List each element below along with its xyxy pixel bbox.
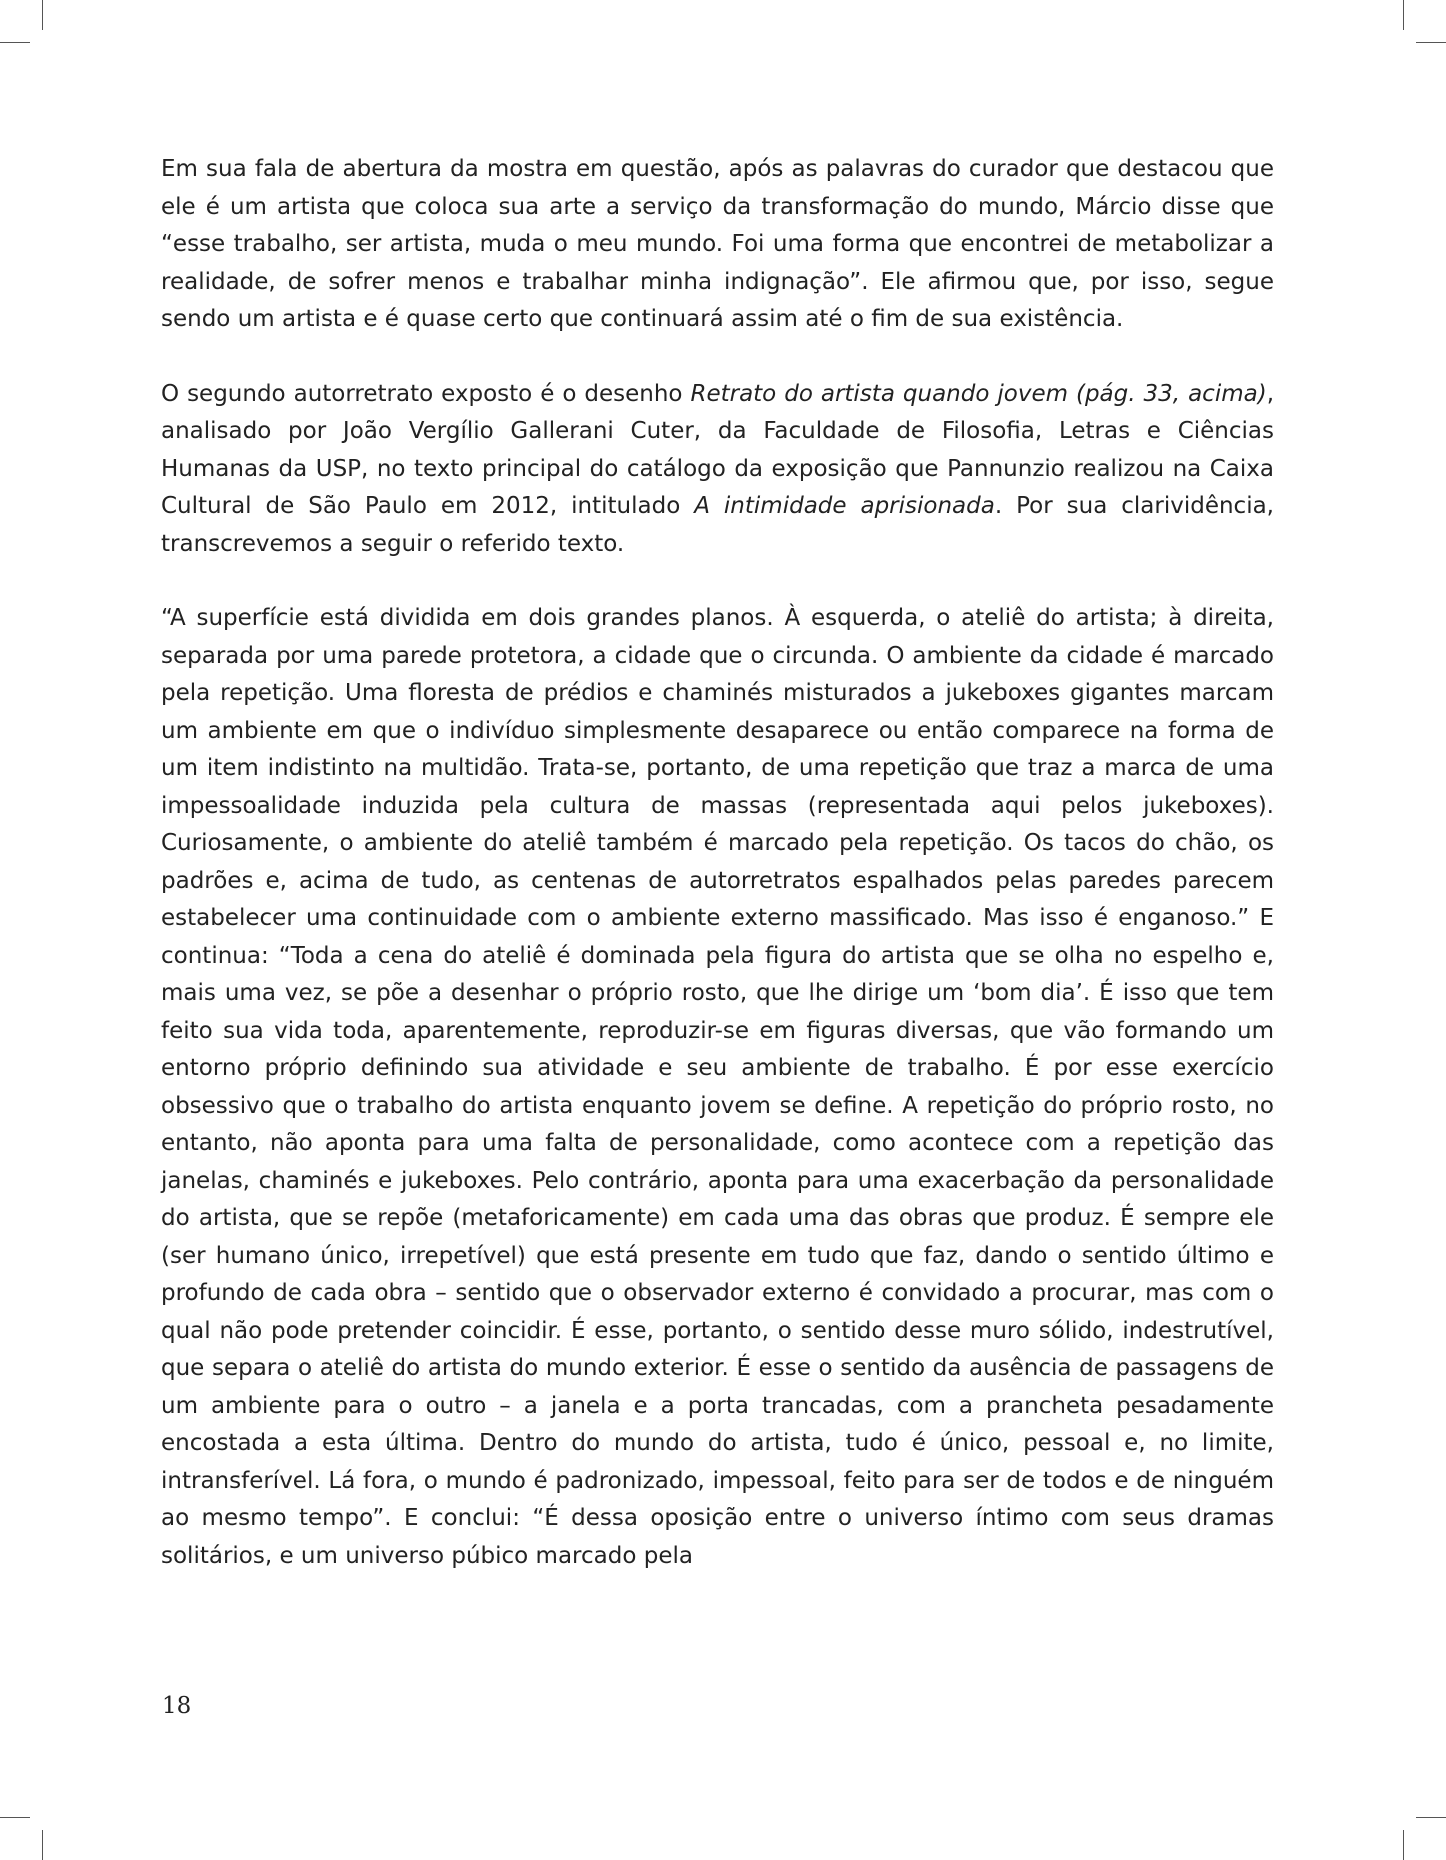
crop-mark-top-left-vertical bbox=[42, 0, 43, 30]
body-text bbox=[161, 151, 1274, 1575]
crop-mark-bottom-right-vertical bbox=[1403, 1830, 1404, 1860]
crop-mark-top-right-vertical bbox=[1403, 0, 1404, 30]
paragraph-text: . Por sua clarividência, transcrevemos a seguir o referido texto. bbox=[161, 493, 1274, 557]
crop-mark-bottom-right-horizontal bbox=[1416, 1817, 1446, 1818]
paragraph-text: O segundo autorretrato exposto é o desenho bbox=[161, 380, 691, 407]
paragraph bbox=[161, 600, 1274, 1575]
paragraph-text: Em sua fala de abertura da mostra em questão, após as palavras do curador que destacou que ele é um artista que coloca sua arte a serviço da transformação do mundo, Márcio disse que “esse trabalho, ser artista, muda o meu mundo. Foi uma forma que encontrei de metabolizar a realidade, de sofrer menos e trabalhar minha indignação”. Ele afirmou que, por isso, segue sendo um artista e é quase certo que continuará assim até o fim de sua existência. bbox=[161, 156, 1274, 332]
paragraph bbox=[161, 151, 1274, 339]
italic-title-text: Retrato do artista quando jovem (pág. 33, acima) bbox=[690, 380, 1267, 407]
paragraph-text: , analisado por João Vergílio Gallerani Cuter, da Faculdade de Filosofia, Letras e Ciências Humanas da USP, no texto principal do catálogo da exposição que Pannunzio realizou na Caixa Cultural de São Paulo em 2012, intitulado bbox=[161, 380, 1274, 519]
crop-mark-bottom-left-vertical bbox=[42, 1830, 43, 1860]
paragraph bbox=[161, 376, 1274, 564]
paragraph-text: “A superfície está dividida em dois grandes planos. À esquerda, o ateliê do artista; à direita, separada por uma parede protetora, a cidade que o circunda. O ambiente da cidade é marcado pela repetição. Uma floresta de prédios e chaminés misturados a jukeboxes gigantes marcam um ambiente em que o indivíduo simplesmente desaparece ou então comparece na forma de um item indistinto na multidão. Trata-se, portanto, de uma repetição que traz a marca de uma impessoalidade induzida pela cultura de massas (representada aqui pelos jukeboxes). Curiosamente, o ambiente do ateliê também é marcado pela repetição. Os tacos do chão, os padrões e, acima de tudo, as centenas de autorretratos espalhados pelas paredes parecem estabelecer uma continuidade com o ambiente externo massificado. Mas isso é enganoso.” E continua: “Toda a cena do ateliê é dominada pela figura do artista que se olha no espelho e, mais uma vez, se põe a desenhar o próprio rosto, que lhe dirige um ‘bom dia’. É isso que tem feito sua vida toda, aparentemente, reproduzir-se em figuras diversas, que vão formando um entorno próprio definindo sua atividade e seu ambiente de trabalho. É por esse exercício obsessivo que o trabalho do artista enquanto jovem se define. A repetição do próprio rosto, no entanto, não aponta para uma falta de personalidade, como acontece com a repetição das janelas, chaminés e jukeboxes. Pelo contrário, aponta para uma exacerbação da personalidade do artista, que se repõe (metaforicamente) em cada uma das obras que produz. É sempre ele (ser humano único, irrepetível) que está presente em tudo que faz, dando o sentido último e profundo de cada obra – sentido que o observador externo é convidado a procurar, mas com o qual não pode pretender coincidir. É esse, portanto, o sentido desse muro sólido, indestrutível, que separa o ateliê do artista do mundo exterior. É esse o sentido da ausência de passagens de um ambiente para o outro – a janela e a porta trancadas, com a prancheta pesadamente encostada a esta última. Dentro do mundo do artista, tudo é único, pessoal e, no limite, intransferível. Lá fora, o mundo é padronizado, impessoal, feito para ser de todos e de ninguém ao mesmo tempo”. E conclui: “É dessa oposição entre o universo íntimo com seus dramas solitários, e um universo púbico marcado pela bbox=[161, 605, 1274, 1569]
crop-mark-bottom-left-horizontal bbox=[0, 1817, 30, 1818]
crop-mark-top-right-horizontal bbox=[1416, 42, 1446, 43]
page-number: 18 bbox=[162, 1693, 192, 1719]
crop-mark-top-left-horizontal bbox=[0, 42, 30, 43]
italic-title-text: A intimidade aprisionada bbox=[694, 493, 995, 519]
